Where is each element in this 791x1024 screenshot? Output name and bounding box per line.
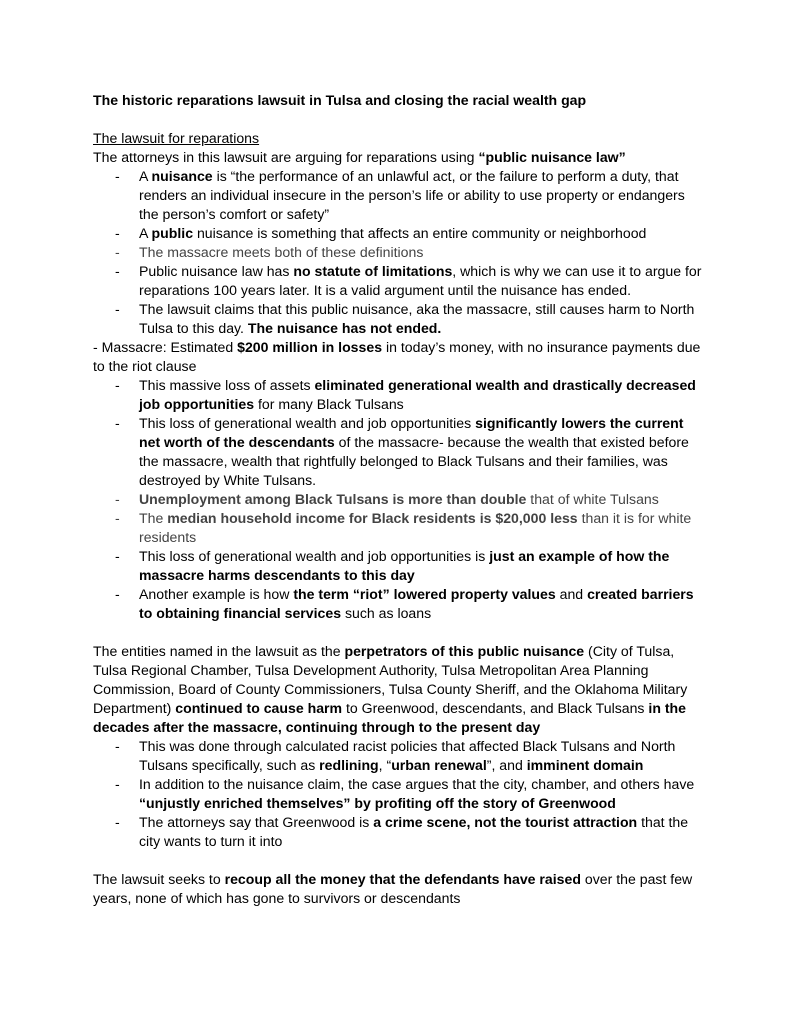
list-item — [93, 243, 703, 262]
closing-paragraph — [93, 870, 703, 908]
dash-bullet: - — [115, 377, 120, 393]
blank-line — [93, 623, 703, 642]
text-run: ”, and — [486, 757, 527, 773]
dash-bullet: - — [115, 586, 120, 602]
bold-text: recoup all the money that the defendants have raised — [224, 871, 581, 887]
blank-line — [93, 110, 703, 129]
harm-list — [93, 737, 703, 851]
text-run: , “ — [378, 757, 392, 773]
bold-text: nuisance — [151, 168, 213, 184]
text-run: In addition to the nuisance claim, the case argues that the city, chamber, and others have — [139, 776, 695, 792]
text-run: This was done through calculated racist policies that affected Black Tulsans and North Tulsans specifically, such as — [139, 738, 676, 773]
text-run: A — [139, 168, 152, 184]
text-run: is “the performance of an unlawful act, or the failure to perform a duty, that renders an individual insecure in the person’s life or ability to use property or endangers the person’s comfort or safety” — [139, 168, 685, 222]
dash-bullet: - — [115, 301, 120, 317]
list-item — [93, 300, 703, 338]
dash-bullet: - — [115, 263, 120, 279]
bold-text: urban renewal — [391, 757, 487, 773]
bold-text: significantly lowers the current net worth of the descendants — [139, 415, 684, 450]
dash-bullet: - — [115, 244, 120, 260]
list-item — [93, 813, 703, 851]
bold-text: redlining — [319, 757, 379, 773]
list-item — [93, 737, 703, 775]
intro-paragraph — [93, 148, 703, 167]
text-run: - Massacre: Estimated — [93, 339, 238, 355]
text-run: Public nuisance law has — [139, 263, 294, 279]
text-run: The attorneys say that Greenwood is — [139, 814, 374, 830]
text-run: that of white Tulsans — [526, 491, 659, 507]
text-run: over the past few years, none of which has gone to survivors or descendants — [93, 871, 693, 906]
text-run: The massacre meets both of these definitions — [139, 244, 424, 260]
bold-text: “public nuisance law” — [478, 149, 626, 165]
list-item — [93, 224, 703, 243]
section-heading: The lawsuit for reparations — [93, 130, 260, 146]
dash-bullet: - — [115, 225, 120, 241]
nuisance-list — [93, 167, 703, 338]
bold-text: $200 million in losses — [237, 339, 383, 355]
bold-text: perpetrators of this public nuisance — [344, 643, 585, 659]
document-body — [93, 91, 703, 908]
bold-text: public — [151, 225, 194, 241]
bold-text: just an example of how the massacre harms descendants to this day — [139, 548, 670, 583]
list-item — [93, 262, 703, 300]
text-run: The entities named in the lawsuit as the — [93, 643, 345, 659]
losses-list — [93, 376, 703, 623]
dash-bullet: - — [115, 510, 120, 526]
text-run: in today’s money, with no insurance payments due to the riot clause — [93, 339, 701, 374]
bold-text: the term “riot” lowered property values — [293, 586, 556, 602]
list-item — [93, 376, 703, 414]
dash-bullet: - — [115, 168, 120, 184]
text-run: of the massacre- because the wealth that existed before the massacre, wealth that rightfully belonged to Black Tulsans and their families, was destroyed by White Tulsans. — [139, 434, 689, 488]
bold-text: continued to cause harm — [175, 700, 343, 716]
text-run: such as loans — [341, 605, 432, 621]
list-item — [93, 414, 703, 490]
text-run: Another example is how — [139, 586, 294, 602]
text-run: (City of Tulsa, Tulsa Regional Chamber, Tulsa Development Authority, Tulsa Metropolitan Area Planning Commission, Board of County Commissioners, Tulsa County Sheriff, and the Oklahoma Military Department) — [93, 643, 688, 716]
text-run: This massive loss of assets — [139, 377, 315, 393]
document-title: The historic reparations lawsuit in Tulsa and closing the racial wealth gap — [93, 92, 587, 108]
dash-bullet: - — [115, 415, 120, 431]
bold-text: no statute of limitations — [293, 263, 453, 279]
bold-text: “unjustly enriched themselves” by profiting off the story of Greenwood — [139, 795, 616, 811]
list-item — [93, 167, 703, 224]
dash-bullet: - — [115, 548, 120, 564]
text-run: nuisance is something that affects an entire community or neighborhood — [193, 225, 647, 241]
list-item — [93, 547, 703, 585]
text-run: than it is for white residents — [139, 510, 692, 545]
list-item — [93, 775, 703, 813]
blank-line — [93, 851, 703, 870]
text-run: The attorneys in this lawsuit are arguing for reparations using — [93, 149, 479, 165]
list-item — [93, 490, 703, 509]
bold-text: Unemployment among Black Tulsans is more than double — [139, 491, 527, 507]
bold-text: in the decades after the massacre, continuing through to the present day — [93, 700, 686, 735]
dash-bullet: - — [115, 491, 120, 507]
text-run: to Greenwood, descendants, and Black Tulsans — [342, 700, 649, 716]
text-run: for many Black Tulsans — [254, 396, 404, 412]
dash-bullet: - — [115, 814, 120, 830]
bold-text: created barriers to obtaining financial services — [139, 586, 694, 621]
text-run: This loss of generational wealth and job opportunities — [139, 415, 476, 431]
dash-bullet: - — [115, 738, 120, 754]
text-run: that the city wants to turn it into — [139, 814, 689, 849]
list-item — [93, 509, 703, 547]
dash-bullet: - — [115, 776, 120, 792]
massacre-paragraph — [93, 338, 703, 376]
text-run: , which is why we can use it to argue for reparations 100 years later. It is a valid argument until the nuisance has ended. — [139, 263, 702, 298]
bold-text: eliminated generational wealth and drastically decreased job opportunities — [139, 377, 696, 412]
text-run: The — [139, 510, 168, 526]
bold-text: a crime scene, not the tourist attraction — [373, 814, 638, 830]
list-item — [93, 585, 703, 623]
entities-paragraph — [93, 642, 703, 737]
bold-text: The nuisance has not ended. — [247, 320, 442, 336]
text-run: and — [555, 586, 588, 602]
text-run: The lawsuit seeks to — [93, 871, 225, 887]
text-run: This loss of generational wealth and job opportunities is — [139, 548, 490, 564]
text-run: A — [139, 225, 152, 241]
bold-text: median household income for Black residents is $20,000 less — [167, 510, 578, 526]
bold-text: imminent domain — [526, 757, 644, 773]
text-run: The lawsuit claims that this public nuisance, aka the massacre, still causes harm to North Tulsa to this day. — [139, 301, 695, 336]
